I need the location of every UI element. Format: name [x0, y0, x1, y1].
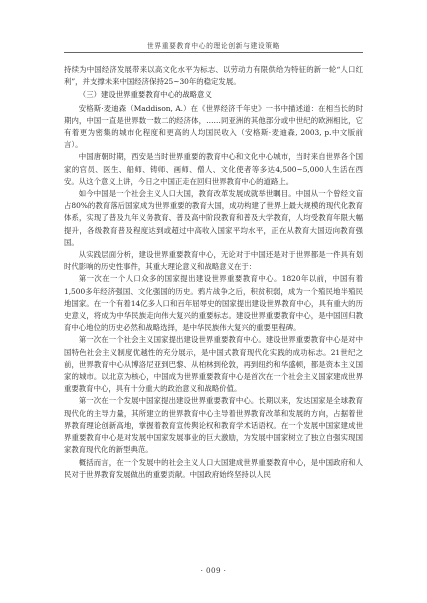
section-heading: （三）建设世界重要教育中心的战略意义: [78, 90, 212, 100]
paragraph: 从实践层面分析，建设世界重要教育中心，无论对于中国还是对于世界都是一件具有划时代影响的历史性事件，其重大理论意义和战略意义在于：: [64, 250, 363, 272]
paragraph: 第一次在一个社会主义国家提出建设世界重要教育中心。建设世界重要教育中心是对中国特色社会主义制度优越性的充分展示，是中国式教育现代化实践的成功标志。21世纪之前，世界教育中心从博洛尼亚到巴黎、从柏林到伦敦，再到纽约和华盛顿，都是资本主义国家的城市。以北京为核心，中国成为世界重要教育中心是首次在一个社会主义国家建成世界重要教育中心，具有十分重大的政治意义和战略价值。: [64, 335, 363, 394]
paragraph: 如今中国是一个社会主义人口大国，教育改革发展成就举世瞩目。中国从一个曾经文盲占80%的教育落后国家成为世界重要的教育大国，成功构建了世界上最大规模的现代化教育体系，实现了普及九年义务教育、普及高中阶段教育和普及大学教育，人均受教育年限大幅提升，各级教育普及程度达到或超过中高收入国家平均水平，正在从教育大国迈向教育强国。: [64, 189, 363, 247]
paragraph: 第一次在一个发展中国家提出建设世界重要教育中心。长期以来，发达国家是全球教育现代化的主导力量，其所建立的世界教育中心主导着世界教育改革和发展的方向，占据着世界教育理论创新高地，掌握着教育宣传舆论权和教育学术话语权。在一个发展中国家建成世界重要教育中心是对发展中国家发展事业的巨大激励，为发展中国家树立了独立自强实现国家教育现代化的新型典范。: [64, 396, 363, 455]
header-rule: [64, 52, 363, 53]
paragraph: 第一次在一个人口众多的国家提出建设世界重要教育中心。1820年以前，中国有着1,500多年经济强国、文化强国的历史。鸦片战争之后，积贫积弱，成为一个殖民地半殖民地国家。在一个有着14亿多人口和百年屈辱史的国家提出建设世界教育中心，具有重大的历史意义，将成为中华民族走向伟大复兴的重要标志。建设世界重要教育中心，是中国回归教育中心地位的历史必然和战略选择，是中华民族伟大复兴的重要里程碑。: [64, 274, 363, 333]
paragraph: 中国唐朝时期，西安是当时世界重要的教育中心和文化中心城市，当时来自世界各个国家的官员、医生、船师、铸师、画师、僧人、文化使者等多达4,500~5,000人生活在西安。从这个意义上讲，今日之中国正走在回归世界教育中心的道路上。: [64, 152, 363, 186]
paragraph: 持续为中国经济发展带来以高文化水平为标志、以劳动力有限供给为特征的新一轮“人口红利”，并支撑未来中国经济保持25~30年的稳定发展。: [64, 65, 363, 87]
paragraph: 安格斯·麦迪森（Maddison, A.）在《世界经济千年史》一书中描述道：在相当长的时期内，中国一直是世界数一数二的经济体，……同亚洲的其他部分或中世纪的欧洲相比，它有着更为密集的城市化程度和更高的人均国民收入（安格斯·麦迪森, 2003, p.中文版前言）。: [64, 103, 363, 150]
page-number: · 009 ·: [200, 566, 227, 575]
running-head: 世界重要教育中心的理论创新与建设策略: [146, 42, 281, 50]
paragraph: 概括而言，在一个发展中的社会主义人口大国建成世界重要教育中心，是中国政府和人民对于世界教育发展做出的重要贡献。中国政府始终坚持以人民: [64, 457, 363, 479]
body-text: [64, 64, 363, 481]
